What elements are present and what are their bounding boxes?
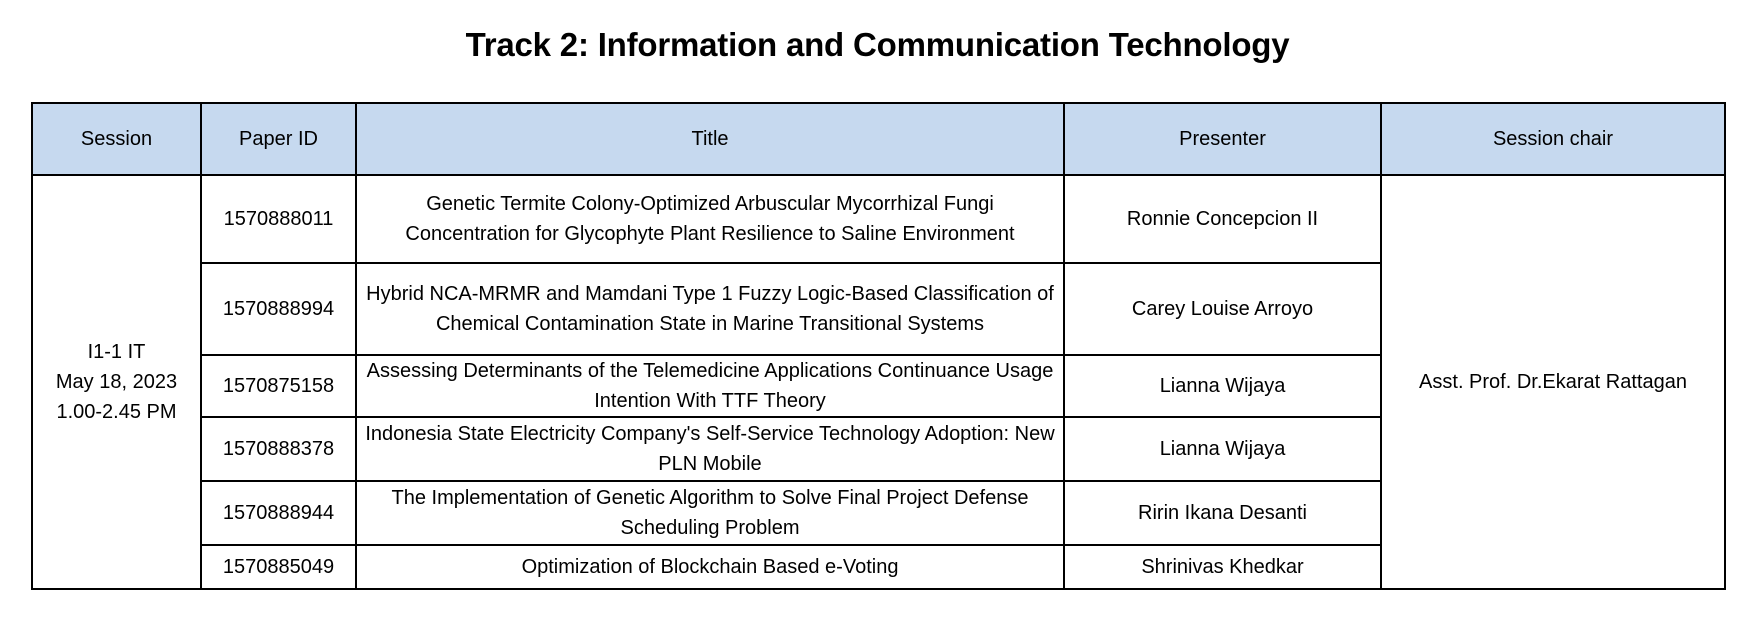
table-row [32, 175, 1725, 263]
paper-id-cell: 1570888011 [201, 175, 356, 263]
presenter-cell: Carey Louise Arroyo [1064, 263, 1381, 355]
paper-title-cell: Assessing Determinants of the Telemedicine Applications Continuance Usage Intention With TTF Theory [356, 355, 1064, 417]
presenter-cell: Lianna Wijaya [1064, 417, 1381, 481]
paper-title-cell: The Implementation of Genetic Algorithm to Solve Final Project Defense Scheduling Problem [356, 481, 1064, 545]
paper-id-cell: 1570875158 [201, 355, 356, 417]
session-name: I1-1 IT [87, 341, 146, 363]
header-session-chair: Session chair [1381, 103, 1725, 175]
presenter-cell: Ririn Ikana Desanti [1064, 481, 1381, 545]
session-date: May 18, 2023 [55, 371, 178, 393]
header-presenter: Presenter [1064, 103, 1381, 175]
paper-id-cell: 1570885049 [201, 545, 356, 589]
paper-id-cell: 1570888994 [201, 263, 356, 355]
page-title: Track 2: Information and Communication Technology [465, 26, 1290, 63]
paper-title-cell: Indonesia State Electricity Company's Self-Service Technology Adoption: New PLN Mobile [356, 417, 1064, 481]
paper-title-cell: Hybrid NCA-MRMR and Mamdani Type 1 Fuzzy Logic-Based Classification of Chemical Contamination State in Marine Transitional Systems [356, 263, 1064, 355]
paper-title-cell: Genetic Termite Colony-Optimized Arbuscular Mycorrhizal Fungi Concentration for Glycophyte Plant Resilience to Saline Environment [356, 175, 1064, 263]
presenter-cell: Ronnie Concepcion II [1064, 175, 1381, 263]
session-chair-cell: Asst. Prof. Dr.Ekarat Rattagan [1381, 175, 1725, 589]
schedule-table [31, 102, 1726, 590]
paper-title-cell: Optimization of Blockchain Based e-Voting [356, 545, 1064, 589]
session-time: 1.00-2.45 PM [56, 401, 177, 423]
paper-id-cell: 1570888378 [201, 417, 356, 481]
header-title: Title [356, 103, 1064, 175]
session-cell [32, 175, 201, 589]
header-paper-id: Paper ID [201, 103, 356, 175]
presenter-cell: Shrinivas Khedkar [1064, 545, 1381, 589]
table-header-row [32, 103, 1725, 175]
header-session: Session [32, 103, 201, 175]
presenter-cell: Lianna Wijaya [1064, 355, 1381, 417]
paper-id-cell: 1570888944 [201, 481, 356, 545]
